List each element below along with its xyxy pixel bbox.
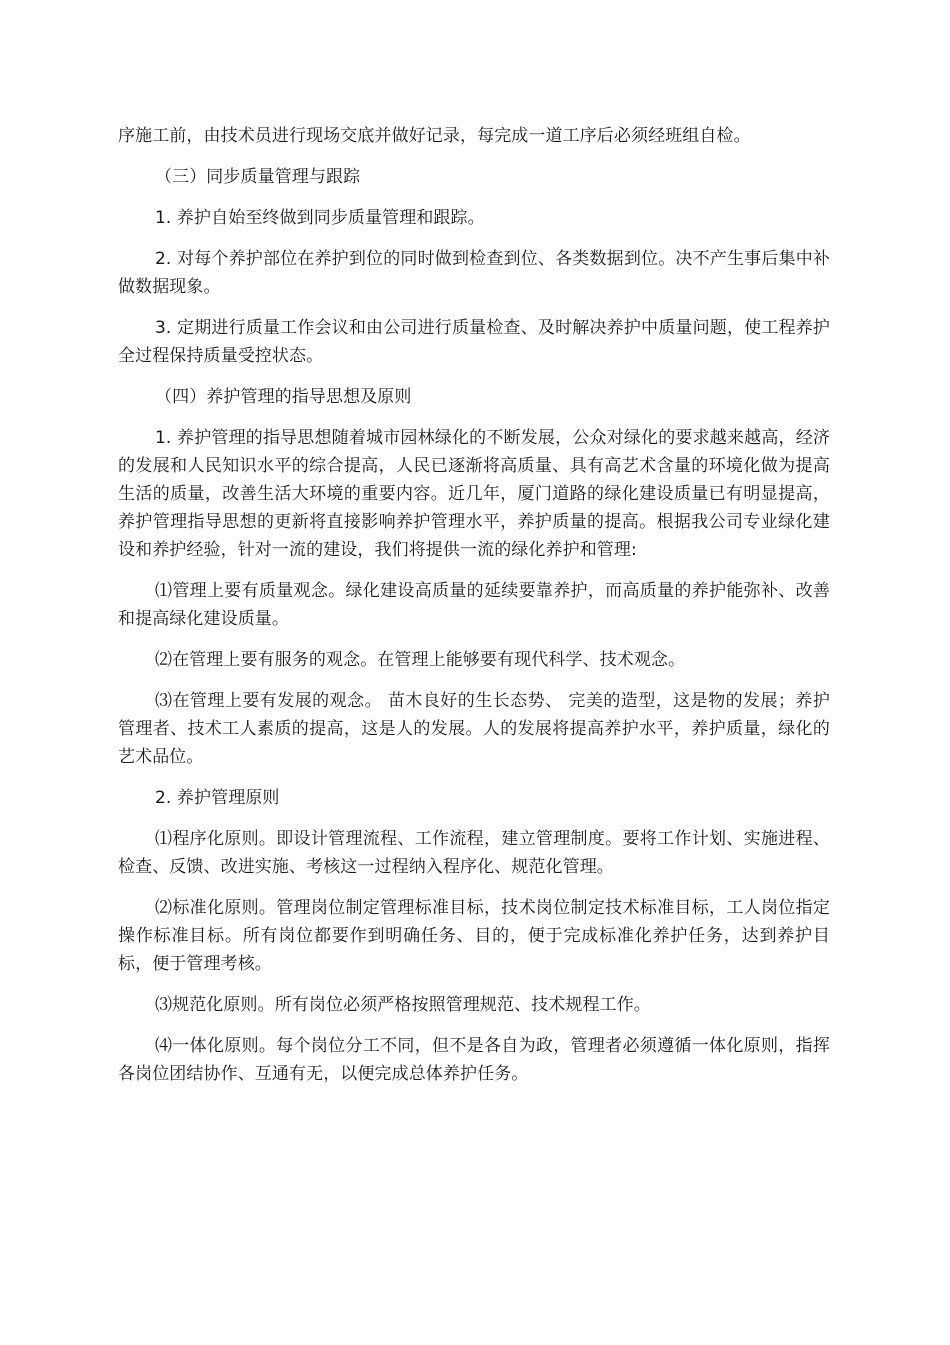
paragraph-item-3: 3. 定期进行质量工作会议和由公司进行质量检查、及时解决养护中质量问题，使工程养护全过程保持质量受控状态。 <box>118 318 830 366</box>
paragraph-item-2: 2. 对每个养护部位在养护到位的同时做到检查到位、各类数据到位。决不产生事后集中补做数据现象。 <box>118 249 830 297</box>
paragraph-service-concept: ⑵在管理上要有服务的观念。在管理上能够要有现代科学、技术观念。 <box>155 650 686 670</box>
section-heading-4: （四）养护管理的指导思想及原则 <box>155 387 412 407</box>
document-body <box>118 122 830 1088</box>
paragraph-standardization-principle: ⑵标准化原则。管理岗位制定管理标准目标，技术岗位制定技术标准目标，工人岗位指定操作标准目标。所有岗位都要作到明确任务、目的，便于完成标准化养护任务，达到养护目标，便于管理考核。 <box>118 898 830 974</box>
subsection-heading-principles: 2. 养护管理原则 <box>155 788 280 808</box>
paragraph-item-1: 1. 养护自始至终做到同步质量管理和跟踪。 <box>155 208 485 228</box>
section-heading-3: （三）同步质量管理与跟踪 <box>155 167 361 187</box>
paragraph-integration-principle: ⑷一体化原则。每个岗位分工不同，但不是各自为政，管理者必须遵循一体化原则，指挥各岗位团结协作、互通有无，以便完成总体养护任务。 <box>118 1036 830 1084</box>
paragraph-normalization-principle: ⑶规范化原则。所有岗位必须严格按照管理规范、技术规程工作。 <box>155 995 651 1015</box>
paragraph-guiding-ideas: 1. 养护管理的指导思想随着城市园林绿化的不断发展，公众对绿化的要求越来越高，经济的发展和人民知识水平的综合提高，人民已逐渐将高质量、具有高艺术含量的环境化做为提高生活的质量，改善生活大环境的重要内容。近几年，厦门道路的绿化建设质量已有明显提高，养护管理指导思想的更新将直接影响养护管理水平，养护质量的提高。根据我公司专业绿化建设和养护经验，针对一流的建设，我们将提供一流的绿化养护和管理: <box>118 428 830 560</box>
paragraph-quality-concept: ⑴管理上要有质量观念。绿化建设高质量的延续要靠养护，而高质量的养护能弥补、改善和提高绿化建设质量。 <box>118 581 830 629</box>
paragraph-development-concept: ⑶在管理上要有发展的观念。 苗木良好的生长态势、 完美的造型，这是物的发展；养护管理者、技术工人素质的提高，这是人的发展。人的发展将提高养护水平，养护质量，绿化的艺术品位。 <box>118 691 830 767</box>
paragraph-continuation: 序施工前，由技术员进行现场交底并做好记录，每完成一道工序后必须经班组自检。 <box>118 126 751 146</box>
paragraph-procedural-principle: ⑴程序化原则。即设计管理流程、工作流程，建立管理制度。要将工作计划、实施进程、检查、反馈、改进实施、考核这一过程纳入程序化、规范化管理。 <box>118 829 830 877</box>
